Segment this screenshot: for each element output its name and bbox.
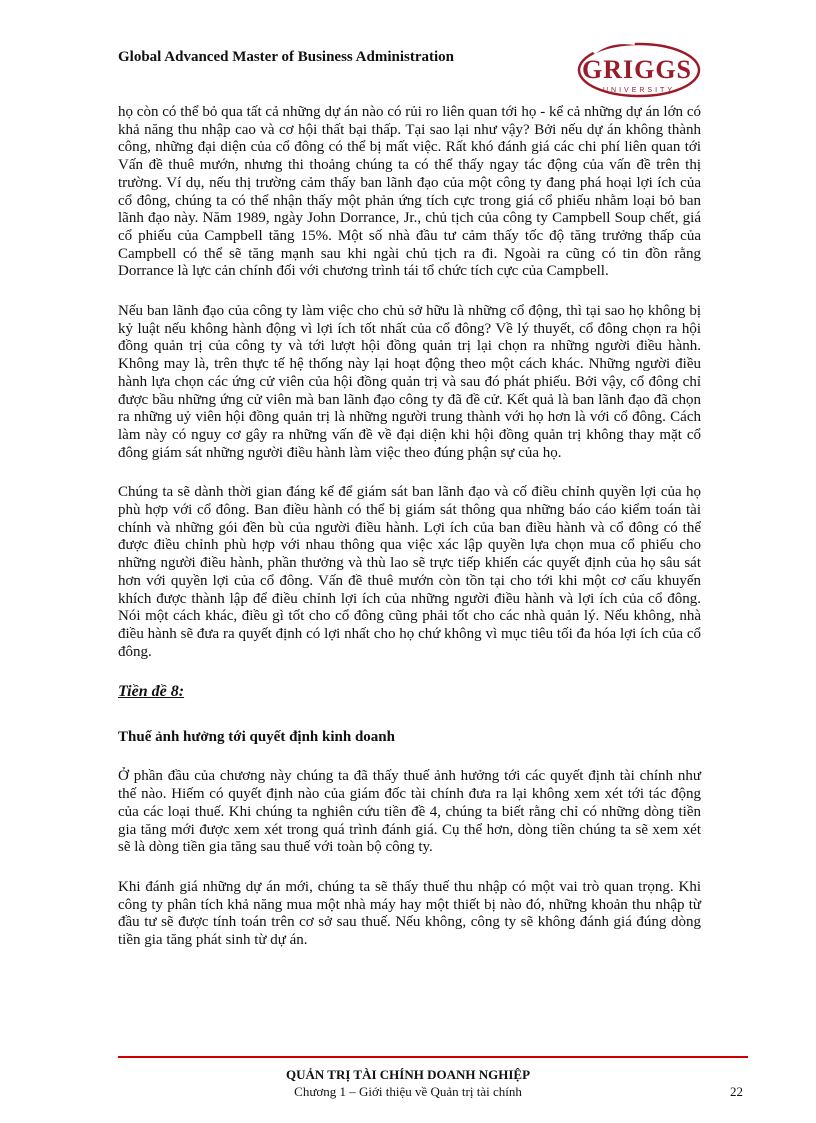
body-paragraph: Chúng ta sẽ dành thời gian đáng kể để giám sát ban lãnh đạo và cố điều chỉnh quyền lợi của họ phù hợp với cổ đông. Ban điều hành có thể bị giám sát thông qua những báo cáo kiểm toán tài chính và những gói đền bù của người điều hành. Lợi ích của ban điều hành và cổ đông có thể được điều chỉnh phù hợp với nhau thông qua việc xác lập quyền lựa chọn mua cổ phiếu cho những người điều hành, phần thưởng và thù lao sẽ trực tiếp khiến các quyết định của họ sâu sát hơn với quyền lợi của cổ đông. Vấn đề thuê mướn còn tồn tại cho tới khi một cơ cấu khuyến khích được thành lập để điều chỉnh lợi ích của những người điều hành và lợi ích của cổ đông. Nói một cách khác, điều gì tốt cho cổ đông cũng phải tốt cho các nhà quản lý. Nếu không, nhà điều hành sẽ đưa ra quyết định có lợi nhất cho họ chứ không vì mục tiêu tối đa hóa lợi ích của cổ đông.	[118, 484, 701, 660]
footer-title: QUẢN TRỊ TÀI CHÍNH DOANH NGHIỆP	[285, 1067, 531, 1082]
footer-subtitle: Chương 1 – Giới thiệu về Quản trị tài chính	[294, 1084, 522, 1099]
logo-subtext: UNIVERSITY	[602, 87, 676, 94]
page-number: 22	[730, 1084, 743, 1099]
body-paragraph: họ còn có thể bỏ qua tất cả những dự án nào có rủi ro liên quan tới họ - kể cả những dự án lớn có khả năng thu nhập cao và cơ hội thất bại thấp. Tại sao lại như vậy? Bởi nếu dự án không thành công, những đại diện của cổ đông có thể bị mất việc. Rất khó đánh giá các chi phí liên quan tới Vấn đề thuê mướn, nhưng thi thoảng chúng ta có thể thấy ngay tác động của vấn đề trên thị trường. Ví dụ, nếu thị trường cảm thấy ban lãnh đạo của một công ty đang phá hoại lợi ích của cổ đông, chúng ta có thể nhận thấy một phản ứng tích cực trong giá cổ phiếu nhằm loại bỏ ban lãnh đạo này. Năm 1989, ngày John Dorrance, Jr., chủ tịch của công ty Campbell Soup chết, giá cổ phiếu của Campbell tăng 15%. Một số nhà đầu tư cảm thấy tốc độ tăng trưởng thấp của Campbell có thể sẽ tăng mạnh sau khi ngài chủ tịch ra đi. Ngoài ra cũng có tin đồn rằng Dorrance là lực cản chính đối với chương trình tái tổ chức tích cực của Campbell.	[118, 104, 701, 280]
section-paragraph: Khi đánh giá những dự án mới, chúng ta sẽ thấy thuế thu nhập có một vai trò quan trọng. Khi công ty phân tích khả năng mua một nhà máy hay một thiết bị nào đó, những khoản thu nhập từ đầu tư sẽ được tính toán trên cơ sở sau thuế. Nếu không, công ty sẽ không đánh giá đúng dòng tiền gia tăng phát sinh từ dự án.	[118, 878, 701, 949]
footer-rule	[118, 1056, 748, 1058]
document-body	[118, 104, 701, 972]
logo-wordmark: GRIGGS	[581, 55, 693, 84]
section-heading: Thuế ảnh hưởng tới quyết định kinh doanh	[118, 729, 395, 746]
section-paragraph: Ở phần đầu của chương này chúng ta đã thấy thuế ảnh hưởng tới các quyết định tài chính như thế nào. Hiếm có quyết định nào của giám đốc tài chính đưa ra lại không xem xét tới tác động của các loại thuế. Khi chúng ta nghiên cứu tiền đề 4, chúng ta biết rằng chỉ có những dòng tiền gia tăng mới được xem xét trong quá trình đánh giá. Cụ thể hơn, dòng tiền chúng ta sẽ xem xét sẽ là dòng tiền gia tăng sau thuế với toàn bộ công ty.	[118, 768, 701, 856]
header-title: Global Advanced Master of Business Administration	[118, 49, 455, 65]
body-paragraph: Nếu ban lãnh đạo của công ty làm việc cho chủ sở hữu là những cổ động, thì tại sao họ không bị kỷ luật nếu không hành động vì lợi ích tốt nhất của cổ đông? Về lý thuyết, cổ đông chọn ra hội đồng quản trị của công ty và tới lượt hội đồng quản trị lại chọn ra những người điều hành. Không may là, trên thực tế hệ thống này lại hoạt động theo một cách khác. Những người điều hành lựa chọn các ứng cử viên của hội đồng quản trị và sau đó phát phiếu. Bởi vậy, cổ đông chỉ được bầu những ứng cử viên mà ban lãnh đạo công ty đã đề cử. Kết quả là ban lãnh đạo đã chọn ra những uỷ viên hội đồng quản trị là những người trung thành với họ hơn là với cổ đông. Cách làm này có nguy cơ gây ra những vấn đề về đại diện khi hội đồng quản trị không thay mặt cổ đông giám sát những người điều hành làm việc theo đúng phận sự của họ.	[118, 303, 701, 461]
griggs-university-logo	[565, 40, 705, 108]
premise-label: Tiền đề 8:	[118, 683, 185, 701]
